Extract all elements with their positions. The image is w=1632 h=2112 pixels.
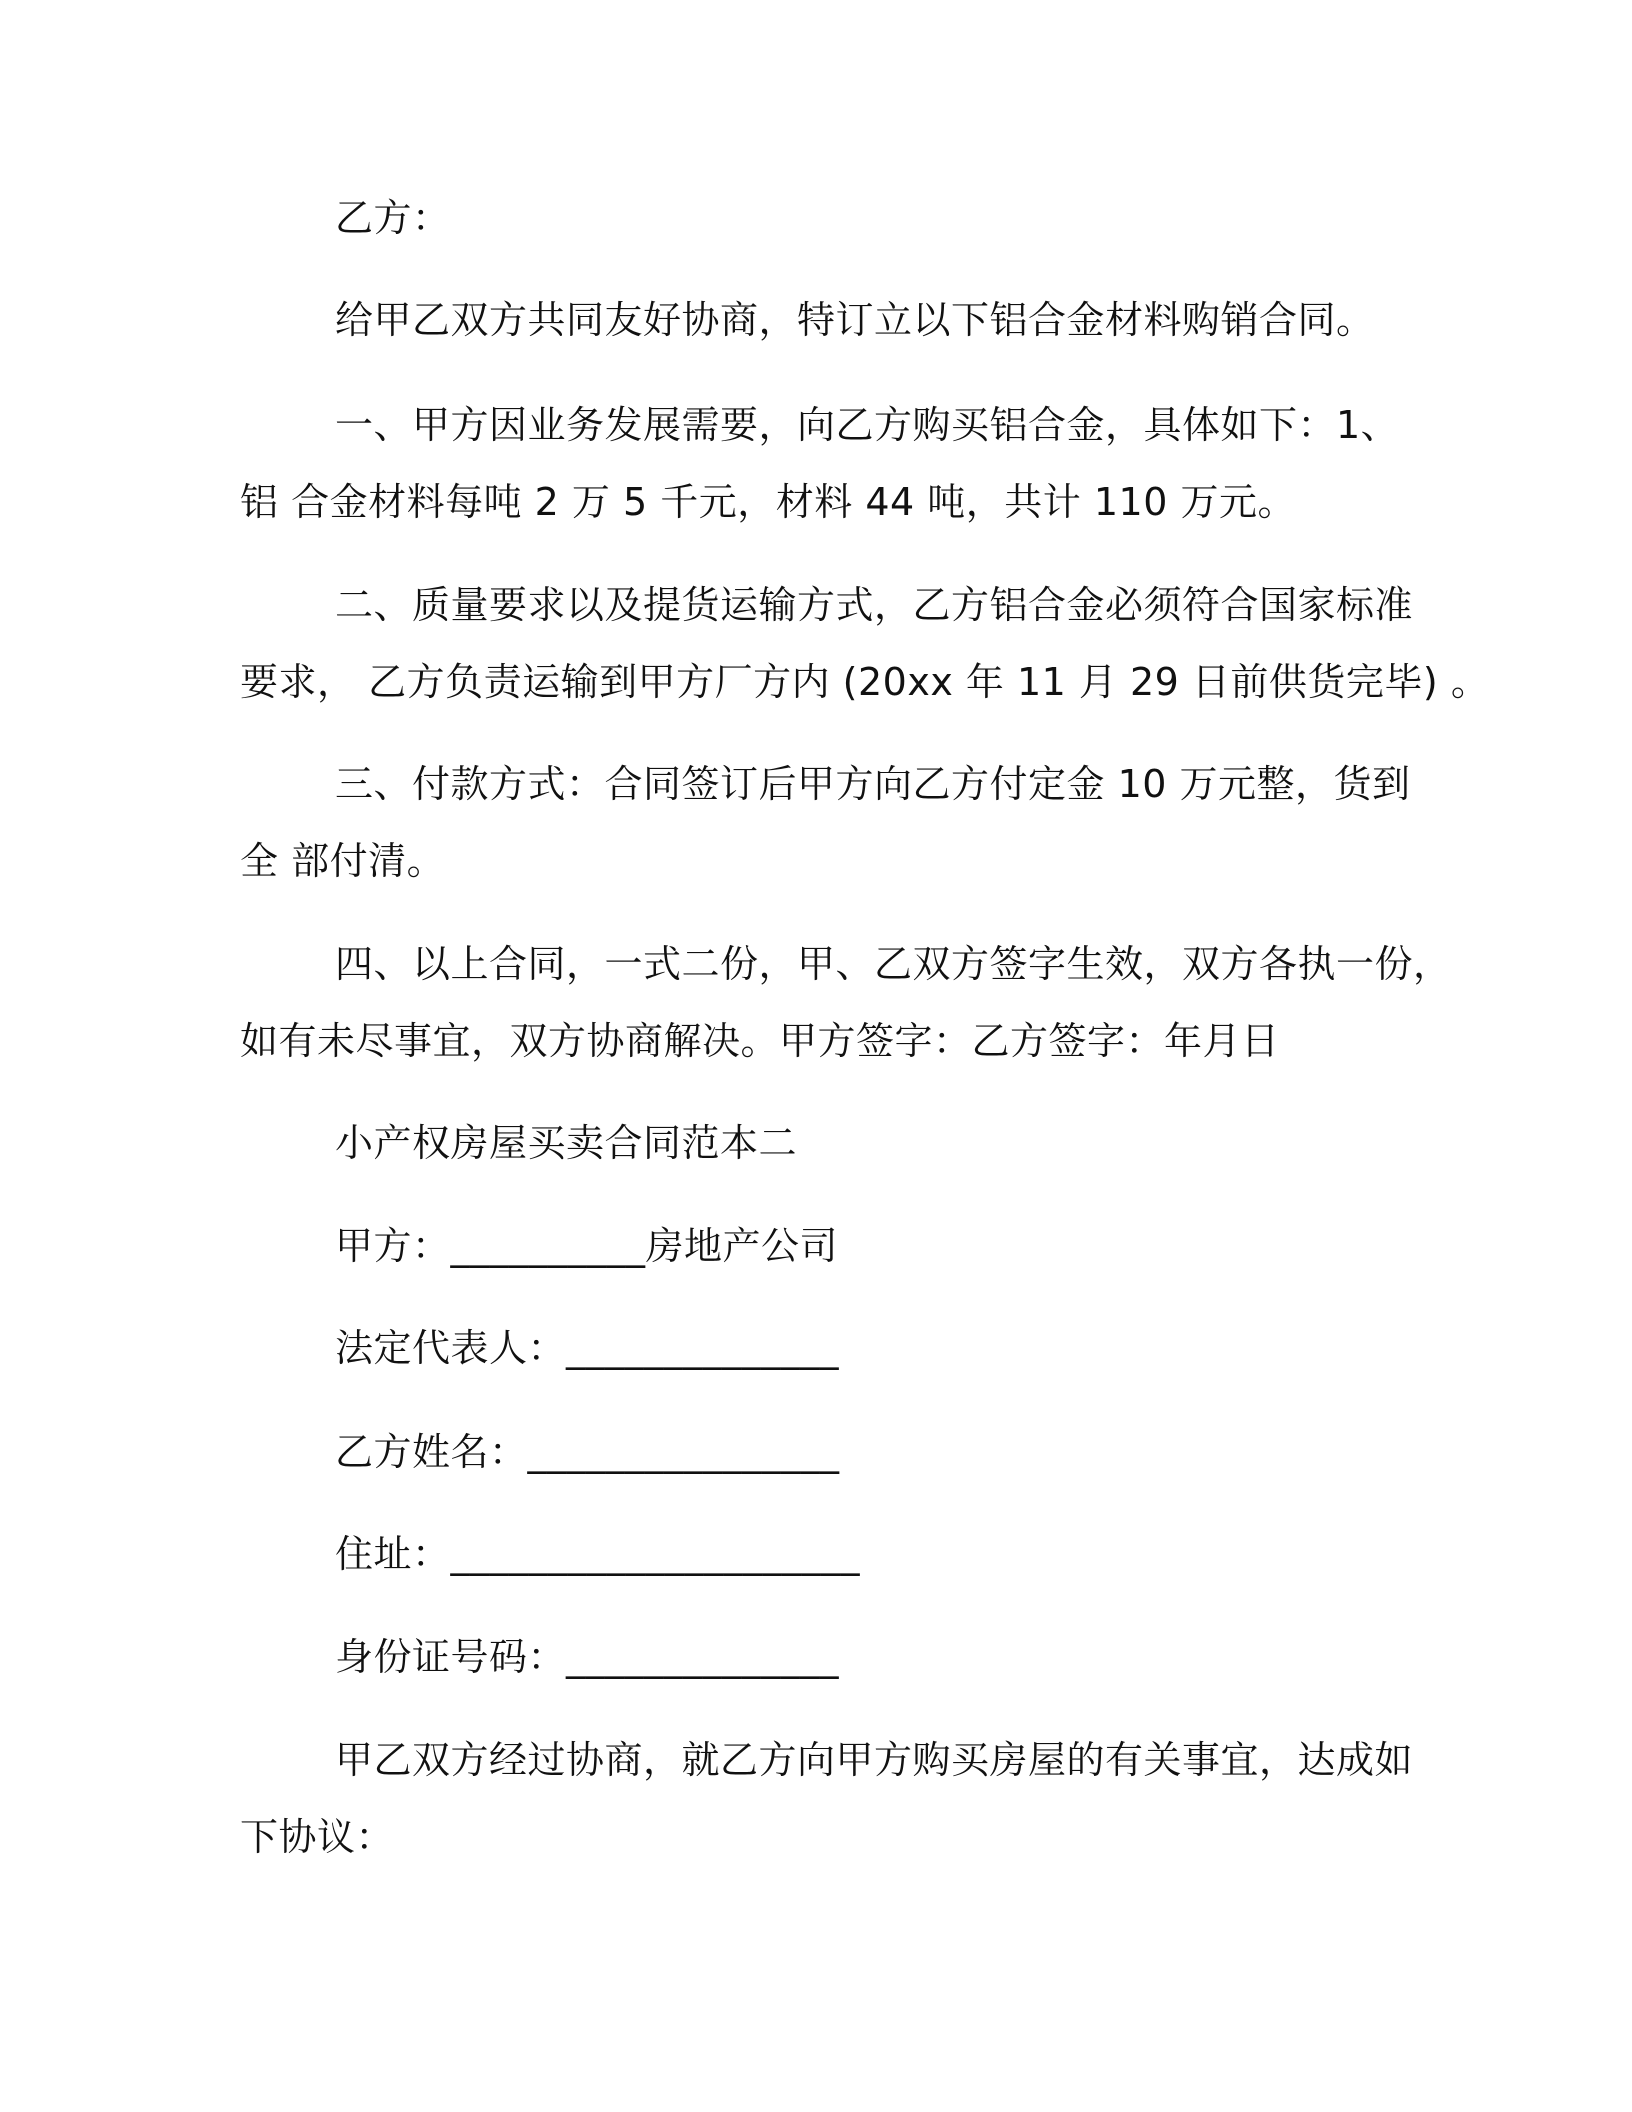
intro-paragraph: 给甲乙双方共同友好协商，特订立以下铝合金材料购销合同。: [335, 298, 1375, 342]
legal-representative-field: 法定代表人：______________: [335, 1326, 840, 1370]
address-field: 住址：_____________________: [335, 1532, 861, 1576]
agreement-intro-line-2: 下协议：: [240, 1815, 395, 1859]
party-a-field: 甲方：__________房地产公司: [335, 1224, 839, 1268]
clause-four-line-2: 如有未尽事宜，双方协商解决。甲方签字：乙方签字：年月日: [240, 1019, 1280, 1063]
party-b-label: 乙方：: [335, 196, 451, 240]
clause-four-line-1: 四、以上合同，一式二份，甲、乙双方签字生效，双方各执一份，: [335, 942, 1452, 986]
agreement-intro-line-1: 甲乙双方经过协商，就乙方向甲方购买房屋的有关事宜，达成如: [335, 1738, 1414, 1782]
clause-two-line-2: 要求， 乙方负责运输到甲方厂方内 (20xx 年 11 月 29 日前供货完毕) 。: [240, 660, 1490, 704]
clause-two-line-1: 二、质量要求以及提货运输方式，乙方铝合金必须符合国家标准: [335, 583, 1414, 627]
template-two-title: 小产权房屋买卖合同范本二: [335, 1121, 798, 1165]
party-b-name-field: 乙方姓名：________________: [335, 1430, 840, 1474]
id-number-field: 身份证号码：______________: [335, 1635, 840, 1679]
clause-three-line-2: 全 部付清。: [240, 839, 446, 883]
clause-one-line-2: 铝 合金材料每吨 2 万 5 千元，材料 44 吨，共计 110 万元。: [240, 480, 1296, 524]
clause-three-line-1: 三、付款方式：合同签订后甲方向乙方付定金 10 万元整，货到: [335, 762, 1411, 806]
clause-one-line-1: 一、甲方因业务发展需要，向乙方购买铝合金，具体如下：1、: [335, 403, 1400, 447]
